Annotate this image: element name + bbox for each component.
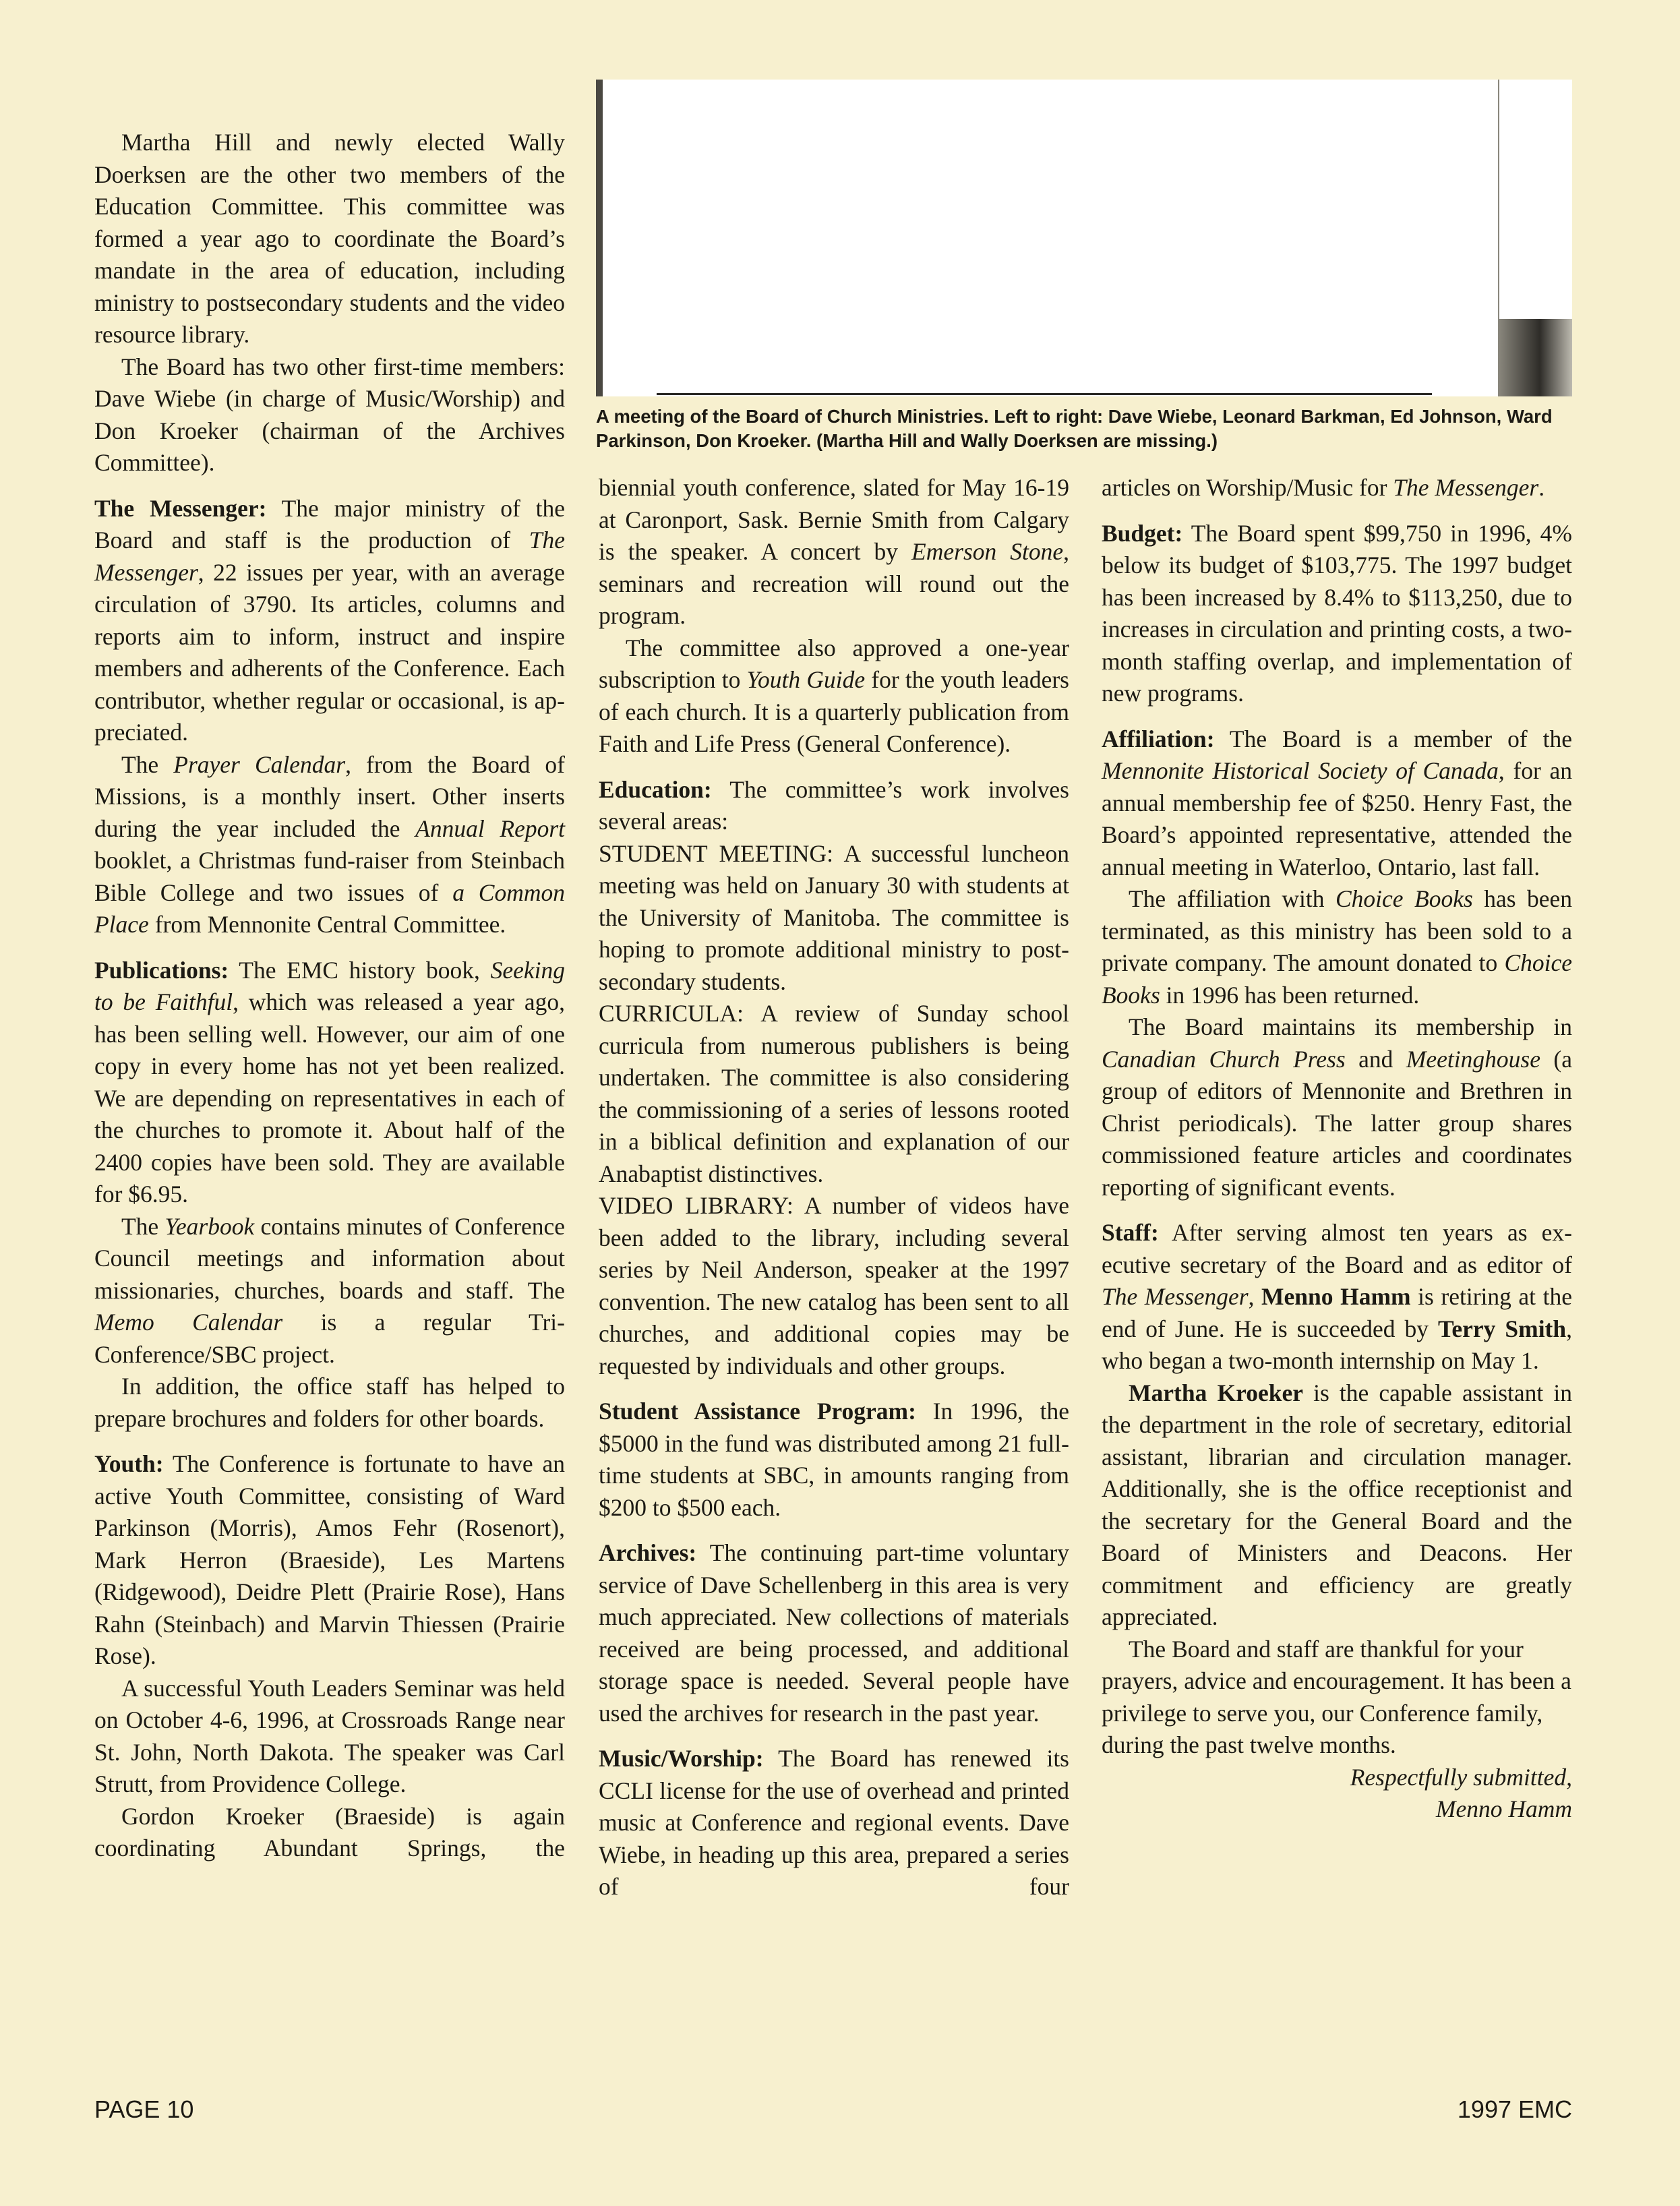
section-heading: The Messenger:	[94, 494, 267, 522]
column-right	[1102, 472, 1572, 1826]
section-student-assistance: Student Assistance Program: In 1996, the $5000 in the fund was distributed among 21 full-time students at SBC, in amounts ranging from $200 to $500 each.	[599, 1398, 1069, 1521]
paragraph: biennial youth conference, slated for May 16-19 at Caronport, Sask. Bernie Smith from Calgary is the speaker. A concert by Emerson Stone, seminars and recreation will round out the program.	[599, 474, 1069, 629]
section-messenger: The Messenger: The major ministry of the Board and staff is the production of The Messenger, 22 issues per year, with an average circulation of 3790. Its articles, columns and reports aim to inform, instruct and inspire members and adherents of the Conference. Each contributor, whether regular or occasional, is appreciated.	[94, 494, 565, 746]
photo-caption: A meeting of the Board of Church Ministries. Left to right: Dave Wiebe, Leonard Barkman, Ed Johnson, Ward Parkinson, Don Kroeker. (Martha Hill and Wally Doerksen are missing.)	[596, 406, 1553, 451]
signoff-name: Menno Hamm	[1435, 1795, 1572, 1822]
signoff-line: Respectfully submitted,	[1350, 1763, 1572, 1791]
paragraph: VIDEO LIBRARY: A number of videos have been added to the library, including several series by Neil Anderson, speaker at the 1997 convention. The new catalog has been sent to all churches, and additional copies may be requested by individuals and other groups.	[599, 1192, 1069, 1379]
section-heading: Publications:	[94, 956, 229, 984]
section-music-worship: Music/Worship: The Board has renewed its CCLI license for the use of overhead and printed music at Conference and regional events. Dave Wiebe, in heading up this area, prepared a series of four	[599, 1745, 1069, 1900]
photo-redaction	[603, 80, 1498, 396]
section-affiliation: Affiliation: The Board is a member of the Mennonite Historical Society of Canada, for an annual membership fee of $250. Henry Fast, the Board’s appointed representative, attended the annual meeting in Waterloo, Ontario, last fall.	[1102, 725, 1572, 881]
paragraph: Gordon Kroeker (Braeside) is again coordinating Abundant Springs, the	[94, 1802, 565, 1861]
page-number: PAGE 10	[94, 2095, 194, 2123]
section-heading: Affiliation:	[1102, 725, 1215, 752]
paragraph: The Board and staff are thankful for your prayers, advice and encouragement. It has been a privilege to serve you, our Conference family, during the past twelve months.	[1102, 1635, 1571, 1758]
paragraph: The Prayer Calendar, from the Board of Missions, is a monthly insert. Other inserts during the year included the Annual Report booklet, a Christmas fund-raiser from Steinbach Bible College and two issues of a Common Place from Mennonite Central Committee.	[94, 750, 566, 938]
section-heading: Student Assistance Program:	[599, 1398, 916, 1425]
section-youth: Youth: The Conference is fortunate to have an active Youth Committee, consisting of Ward Parkinson (Morris), Amos Fehr (Rosenort), Mark Herron (Braeside), Les Martens (Ridgewood), Deidre Plett (Prairie Rose), Hans Rahn (Steinbach) and Marvin Thiessen (Prairie Rose).	[94, 1450, 565, 1669]
section-heading: Education:	[599, 775, 712, 803]
section-budget: Budget: The Board spent $99,750 in 1996, 4% below its budget of $103,775. The 1997 budget has been increased by 8.4% to $113,250, due to increases in circulation and printing costs, a two-month staffing overlap, and implementation of new programs.	[1102, 519, 1572, 707]
section-heading: Budget:	[1102, 519, 1183, 547]
section-archives: Archives: The continuing part-time voluntary service of Dave Schellenberg in this area is very much appreciated. New collections of materials received are being processed, and additional storage space is needed. Several people have used the archives for research in the past year.	[599, 1539, 1069, 1727]
paragraph: Martha Hill and newly elected Wally Doerksen are the other two members of the Education Committee. This committee was formed a year ago to coordinate the Board’s mandate in the area of education, including ministry to postsecondary students and the video resource library.	[94, 129, 565, 348]
paragraph: The Board has two other first-time members: Dave Wiebe (in charge of Music/Worship) and Don Kroeker (chairman of the Archives Committee).	[94, 353, 565, 476]
column-middle	[599, 472, 1069, 1903]
paragraph: articles on Worship/Music for The Messenger.	[1102, 474, 1545, 501]
paragraph: CURRICULA: A review of Sunday school curricula from numerous publishers is being undertaken. The committee is also considering the commissioning of a series of lessons rooted in a biblical definition and explanation of our Anabaptist distinctives.	[599, 1000, 1069, 1187]
photo-redaction-notch	[1499, 80, 1572, 319]
paragraph: The committee also approved a one-year subscription to Youth Guide for the youth leaders of each church. It is a quarterly publication from Faith and Life Press (General Conference).	[599, 634, 1069, 757]
paragraph: The Board maintains its membership in Canadian Church Press and Meetinghouse (a group of editors of Mennonite and Brethren in Christ periodicals). The latter group shares commissioned feature articles and coordinates reporting of significant events.	[1102, 1013, 1572, 1201]
column-left	[94, 127, 565, 1865]
board-meeting-photo	[596, 80, 1572, 396]
photo-table-edge	[657, 393, 1432, 395]
section-publications: Publications: The EMC history book, Seeking to be Faithful, which was released a year ago, has been selling well. However, our aim of one copy in every home has not yet been realized. We are depending on representatives in each of the churches to promote it. About half of the 2400 copies have been sold. They are available for $6.95.	[94, 956, 565, 1208]
paragraph: In addition, the office staff has helped to prepare brochures and folders for other boards.	[94, 1373, 565, 1432]
paragraph: The affiliation with Choice Books has been terminated, as this ministry has been sold to a private company. The amount donated to Choice Books in 1996 has been returned.	[1102, 885, 1573, 1009]
section-staff: Staff: After serving almost ten years as executive secretary of the Board and as editor of The Messenger, Menno Hamm is retiring at the end of June. He is succeeded by Terry Smith, who began a two-month internship on May 1.	[1102, 1219, 1572, 1374]
paragraph: The Yearbook contains minutes of Conference Council meetings and information about missionaries, churches, boards and staff. The Memo Calendar is a regular Tri-Conference/SBC project.	[94, 1212, 565, 1368]
section-heading: Music/Worship:	[599, 1745, 764, 1772]
paragraph: STUDENT MEETING: A successful luncheon meeting was held on January 30 with students at the University of Manitoba. The committee is hoping to promote additional ministry to post-secondary students.	[599, 839, 1069, 995]
section-education: Education: The committee’s work involves several areas:	[599, 775, 1069, 835]
publication-label: 1997 EMC	[1457, 2095, 1572, 2123]
section-heading: Staff:	[1102, 1219, 1159, 1246]
paragraph: A successful Youth Leaders Seminar was held on October 4-6, 1996, at Crossroads Range near St. John, North Dakota. The speaker was Carl Strutt, from Providence College.	[94, 1674, 565, 1797]
paragraph: Martha Kroeker is the capable assistant in the department in the role of secretary, editorial assistant, librarian and circulation manager. Additionally, she is the office receptionist and the secretary for the General Board and the Board of Ministers and Deacons. Her commitment and efficiency are greatly appreciated.	[1102, 1379, 1572, 1630]
section-heading: Archives:	[599, 1539, 697, 1566]
section-heading: Youth:	[94, 1450, 164, 1477]
